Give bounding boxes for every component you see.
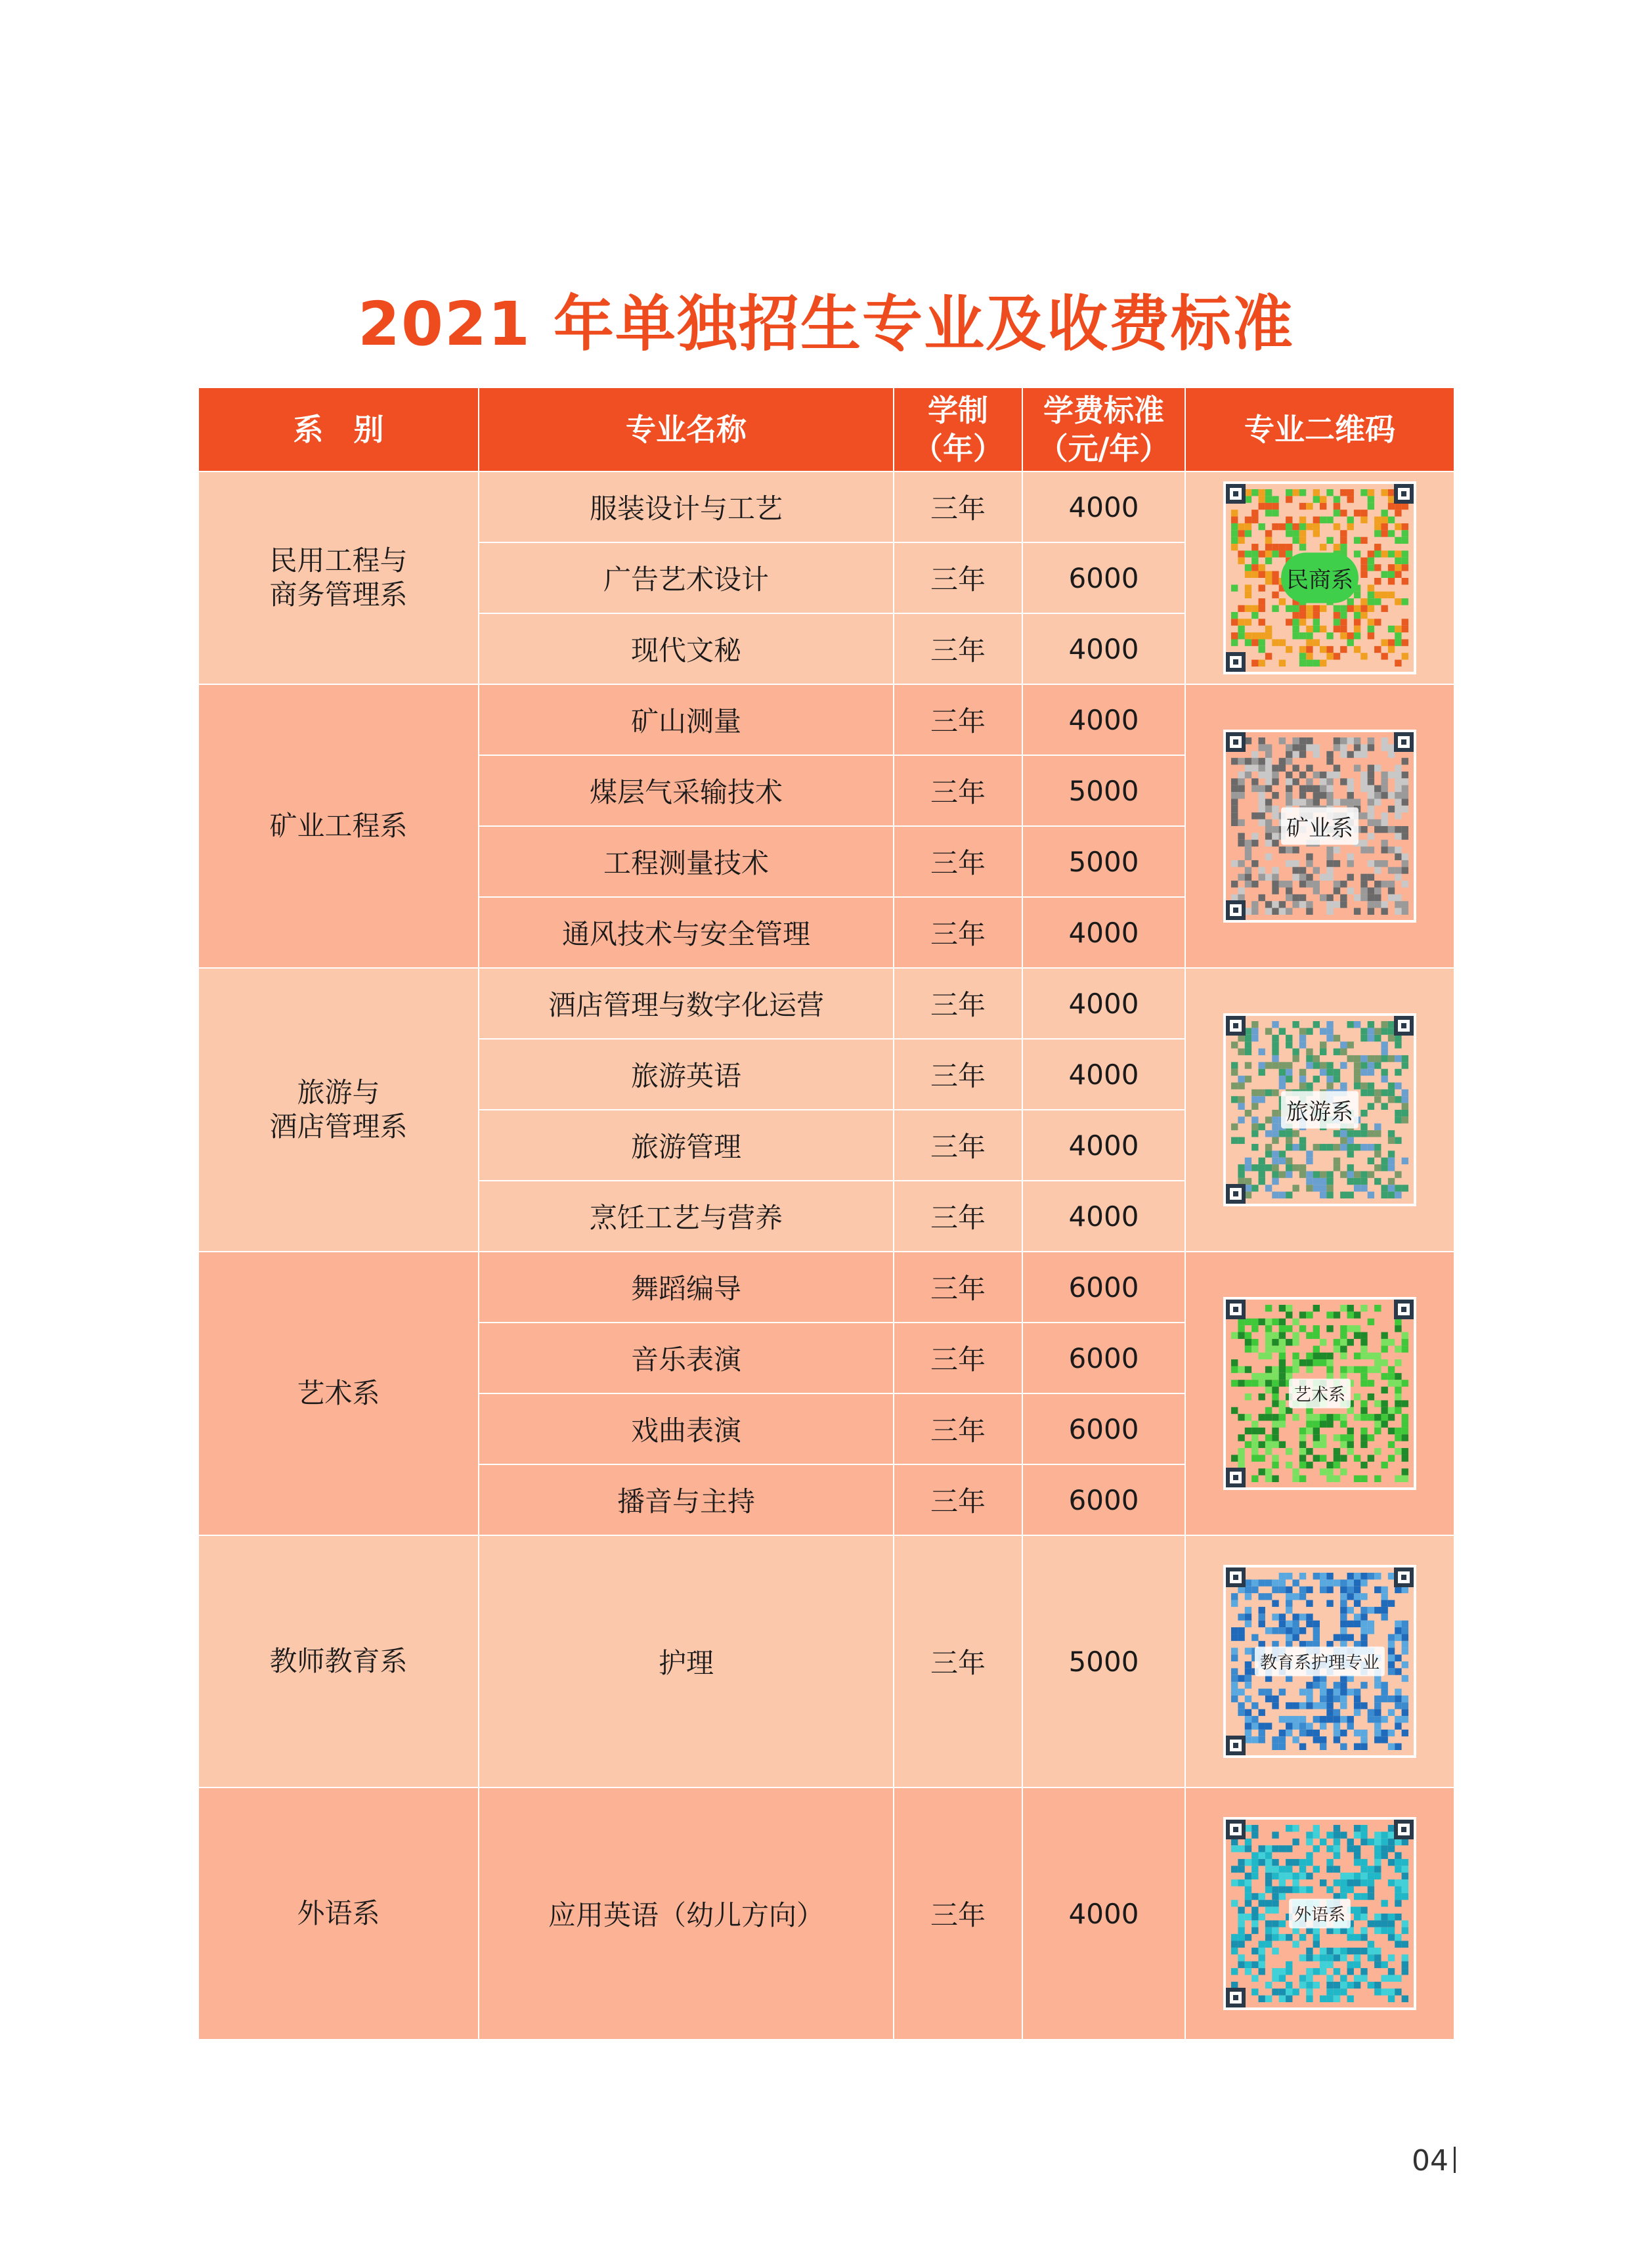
major-years: 三年: [894, 1252, 1022, 1323]
qr-label: 旅游系: [1281, 1091, 1359, 1129]
major-name: 应用英语（幼儿方向）: [479, 1787, 894, 2040]
dept-name-line2: 酒店管理系: [269, 1110, 408, 1143]
major-fee: 6000: [1022, 1252, 1185, 1323]
major-years: 三年: [894, 1181, 1022, 1252]
dept-name-line1: 矿业工程系: [269, 810, 408, 842]
qr-finder: [1226, 900, 1246, 920]
qr-finder: [1226, 1016, 1246, 1036]
dept-cell: [198, 1787, 479, 2040]
qr-cell: [1185, 968, 1454, 1252]
qr-finder: [1394, 484, 1414, 504]
major-name: 煤层气采输技术: [479, 755, 894, 826]
major-fee: 4000: [1022, 1039, 1185, 1110]
major-name: 广告艺术设计: [479, 542, 894, 613]
major-fee: 5000: [1022, 1535, 1185, 1787]
major-fee: 4000: [1022, 897, 1185, 968]
header-dept: 系 别: [198, 387, 479, 471]
qr-cell: [1185, 684, 1454, 968]
dept-name-line1: 外语系: [297, 1897, 380, 1929]
table-row: [198, 1787, 1454, 2040]
qr-code[interactable]: [1223, 1817, 1416, 2010]
major-name: 戏曲表演: [479, 1393, 894, 1464]
major-years: 三年: [894, 1464, 1022, 1535]
major-name: 旅游管理: [479, 1110, 894, 1181]
major-name: 现代文秘: [479, 613, 894, 684]
header-major: 专业名称: [479, 387, 894, 471]
major-name: 工程测量技术: [479, 826, 894, 897]
major-fee: 4000: [1022, 968, 1185, 1039]
qr-finder: [1226, 1468, 1246, 1487]
header-years-line1: 学制: [928, 393, 988, 428]
qr-finder: [1226, 1567, 1246, 1587]
major-fee: 4000: [1022, 471, 1185, 542]
major-name: 护理: [479, 1535, 894, 1787]
major-years: 三年: [894, 613, 1022, 684]
table-row: [198, 968, 1454, 1039]
major-fee: 6000: [1022, 1464, 1185, 1535]
major-fee: 5000: [1022, 755, 1185, 826]
major-fee: 4000: [1022, 1110, 1185, 1181]
major-name: 服装设计与工艺: [479, 471, 894, 542]
qr-finder: [1226, 1820, 1246, 1839]
header-qr: 专业二维码: [1185, 387, 1454, 471]
qr-code[interactable]: [1223, 1565, 1416, 1758]
major-years: 三年: [894, 471, 1022, 542]
qr-label: 民商系: [1281, 553, 1359, 603]
page-number: 04: [1412, 2144, 1456, 2178]
major-fee: 4000: [1022, 1787, 1185, 2040]
qr-finder: [1394, 1567, 1414, 1587]
qr-cell: [1185, 1535, 1454, 1787]
table-row: [198, 684, 1454, 755]
major-name: 烹饪工艺与营养: [479, 1181, 894, 1252]
major-name: 播音与主持: [479, 1464, 894, 1535]
major-name: 矿山测量: [479, 684, 894, 755]
dept-name-line1: 艺术系: [297, 1377, 380, 1409]
major-name: 旅游英语: [479, 1039, 894, 1110]
qr-finder: [1226, 1184, 1246, 1204]
qr-finder: [1226, 1988, 1246, 2007]
qr-label: 矿业系: [1281, 808, 1359, 845]
major-years: 三年: [894, 897, 1022, 968]
header-fee-line1: 学费标准: [1043, 393, 1164, 428]
qr-cell: [1185, 471, 1454, 684]
major-name: 音乐表演: [479, 1323, 894, 1393]
dept-name-line1: 民用工程与: [269, 544, 408, 577]
major-years: 三年: [894, 542, 1022, 613]
major-years: 三年: [894, 1110, 1022, 1181]
qr-finder: [1226, 1300, 1246, 1319]
major-fee: 5000: [1022, 826, 1185, 897]
page-title: 2021 年单独招生专业及收费标准: [357, 289, 1295, 359]
dept-cell: [198, 1252, 479, 1535]
major-years: 三年: [894, 826, 1022, 897]
major-name: 舞蹈编导: [479, 1252, 894, 1323]
qr-label: 教育系护理专业: [1255, 1647, 1385, 1676]
major-name: 酒店管理与数字化运营: [479, 968, 894, 1039]
qr-finder: [1226, 652, 1246, 672]
dept-name-line2: 商务管理系: [269, 579, 408, 611]
major-fee: 4000: [1022, 684, 1185, 755]
qr-cell: [1185, 1787, 1454, 2040]
qr-label: 外语系: [1289, 1899, 1351, 1929]
table-row: [198, 1535, 1454, 1787]
major-fee: 4000: [1022, 1181, 1185, 1252]
dept-cell: [198, 1535, 479, 1787]
qr-finder: [1394, 1820, 1414, 1839]
qr-code[interactable]: [1223, 730, 1416, 923]
table-row: [198, 1252, 1454, 1323]
major-fee: 6000: [1022, 1393, 1185, 1464]
qr-finder: [1226, 1736, 1246, 1755]
major-years: 三年: [894, 755, 1022, 826]
major-years: 三年: [894, 1787, 1022, 2040]
major-fee: 4000: [1022, 613, 1185, 684]
qr-code[interactable]: [1223, 481, 1416, 674]
major-years: 三年: [894, 1039, 1022, 1110]
table-row: [198, 471, 1454, 542]
qr-code[interactable]: [1223, 1297, 1416, 1490]
major-fee: 6000: [1022, 542, 1185, 613]
fee-table: [198, 387, 1455, 2040]
major-name: 通风技术与安全管理: [479, 897, 894, 968]
qr-cell: [1185, 1252, 1454, 1535]
major-years: 三年: [894, 968, 1022, 1039]
dept-cell: [198, 471, 479, 684]
header-fee: [1022, 387, 1185, 471]
qr-finder: [1394, 1016, 1414, 1036]
qr-code[interactable]: [1223, 1013, 1416, 1206]
qr-finder: [1226, 732, 1246, 752]
major-years: 三年: [894, 684, 1022, 755]
header-fee-line2: （元/年）: [1037, 431, 1170, 466]
qr-finder: [1394, 732, 1414, 752]
dept-name-line1: 旅游与: [297, 1076, 380, 1108]
dept-name-line1: 教师教育系: [269, 1645, 408, 1677]
major-years: 三年: [894, 1535, 1022, 1787]
header-years-line2: （年）: [913, 431, 1003, 466]
dept-cell: [198, 684, 479, 968]
qr-label: 艺术系: [1289, 1379, 1351, 1409]
major-fee: 6000: [1022, 1323, 1185, 1393]
dept-cell: [198, 968, 479, 1252]
major-years: 三年: [894, 1323, 1022, 1393]
qr-finder: [1394, 1300, 1414, 1319]
table-header-row: [198, 387, 1454, 471]
header-years: [894, 387, 1022, 471]
major-years: 三年: [894, 1393, 1022, 1464]
qr-finder: [1226, 484, 1246, 504]
